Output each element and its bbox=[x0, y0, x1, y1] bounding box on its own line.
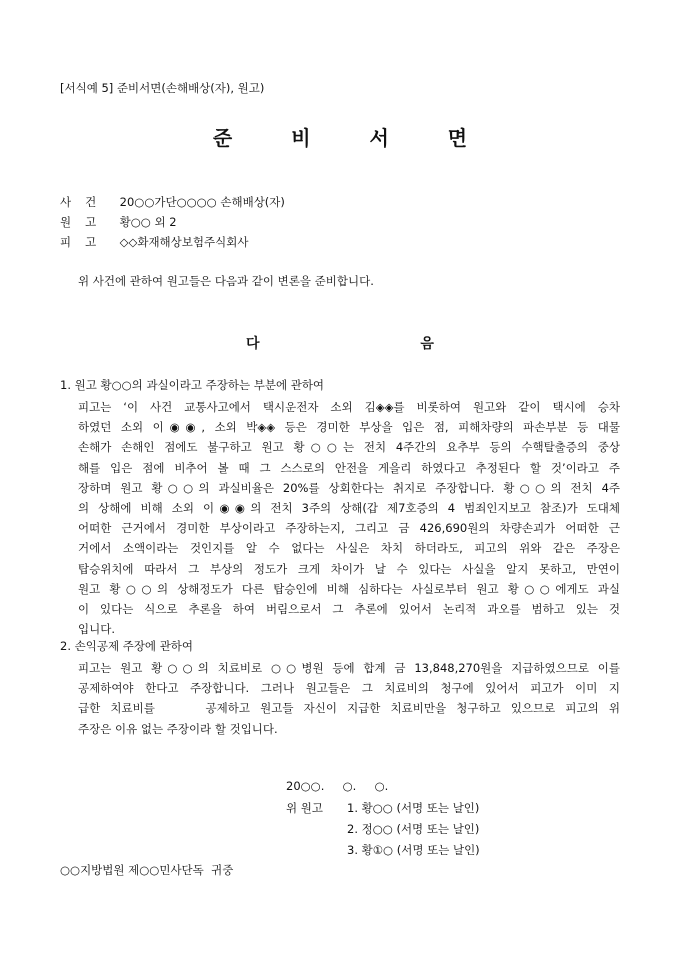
section-1-line: 하였던 소외 이◉◉, 소외 박◈◈ 등은 경미한 부상을 입은 점, 피해차량의 파손부분 등 대물 bbox=[78, 420, 620, 435]
section-2-line: 급한 치료비를 공제하고 원고들 자신이 지급한 치료비만을 청구하고 있으므로 피고의 위 bbox=[78, 701, 620, 716]
defendant-key: 피고 bbox=[60, 235, 111, 249]
court-addressee: ○○지방법원 제○○민사단독 귀중 bbox=[60, 863, 234, 877]
signature-heading: 위 원고 bbox=[286, 801, 323, 815]
signer-3: 3. 황①○ (서명 또는 날인) bbox=[347, 843, 480, 857]
section-1-heading: 1. 원고 황○○의 과실이라고 주장하는 부분에 관하여 bbox=[60, 378, 325, 392]
section-2-body bbox=[78, 658, 620, 739]
section-1-line: 어떠한 근거에서 경미한 부상이라고 주장하는지, 그리고 금 426,690원의 차량손괴가 어떠한 근 bbox=[78, 521, 620, 536]
case-row-case bbox=[60, 194, 285, 210]
plaintiff-value: 황○○ 외 2 bbox=[119, 215, 177, 229]
section-1-line: 해를 입은 점에 비추어 볼 때 그 스스로의 안전을 게을리 하였다고 추정된다 할 것’이라고 주 bbox=[78, 460, 620, 475]
section-1-line: 거에서 소액이라는 것인지를 알 수 없다는 사실은 차치 하더라도, 피고의 위와 같은 주장은 bbox=[78, 541, 620, 556]
heading-dagum: 다 음 bbox=[246, 336, 512, 352]
case-value: 20○○가단○○○○ 손해배상(자) bbox=[119, 195, 285, 209]
defendant-value: ◇◇화재해상보험주식회사 bbox=[119, 235, 249, 249]
section-2-heading: 2. 손익공제 주장에 관하여 bbox=[60, 639, 194, 653]
document-title: 준 비 서 면 bbox=[212, 126, 494, 150]
section-2-line: 주장은 이유 없는 주장이라 할 것입니다. bbox=[78, 721, 278, 736]
signer-2: 2. 정○○ (서명 또는 날인) bbox=[347, 822, 480, 836]
section-2-line: 피고는 원고 황○○의 치료비로 ○○병원 등에 합계 금 13,848,270원을 지급하였으므로 이를 bbox=[78, 661, 620, 675]
case-row-defendant bbox=[60, 234, 248, 250]
section-1-line: 의 상해에 비해 소외 이◉◉의 전치 3주의 상해(갑 제7호증의 4 범죄인지보고 참조)가 도대체 bbox=[78, 500, 620, 515]
intro-sentence: 위 사건에 관하여 원고들은 다음과 같이 변론을 준비합니다. bbox=[78, 274, 374, 288]
section-1-line: 장하며 원고 황○○의 과실비율은 20%를 상회한다는 취지로 주장합니다. 황○○의 전치 4주 bbox=[78, 480, 620, 495]
section-1-line: 피고는 ‘이 사건 교통사고에서 택시운전자 소외 김◈◈를 비롯하여 원고와 같이 택시에 승차 bbox=[78, 400, 620, 414]
section-1-body bbox=[78, 397, 620, 639]
section-1-line: 입니다. bbox=[78, 622, 115, 637]
section-1-line: 이 있다는 식으로 추론을 하여 버림으로서 그 추론에 있어서 논리적 과오를 범하고 있는 것 bbox=[78, 601, 620, 616]
section-1-line: 원고 황○○의 상해정도가 다른 탑승인에 비해 심하다는 사실로부터 원고 황○○에게도 과실 bbox=[78, 581, 620, 596]
case-row-plaintiff bbox=[60, 214, 177, 230]
section-2-line: 공제하여야 한다고 주장합니다. 그러나 원고들은 그 치료비의 청구에 있어서 피고가 이미 지 bbox=[78, 681, 620, 696]
section-1-line: 탑승위치에 따라서 그 부상의 정도가 크게 차이가 날 수 있다는 사실을 알지 못하고, 만연이 bbox=[78, 561, 620, 576]
case-key: 사건 bbox=[60, 195, 111, 209]
form-label: [서식예 5] 준비서면(손해배상(자), 원고) bbox=[60, 81, 265, 95]
plaintiff-key: 원고 bbox=[60, 215, 111, 229]
signer-1: 1. 황○○ (서명 또는 날인) bbox=[347, 801, 480, 815]
document-date: 20○○. ○. ○. bbox=[286, 779, 389, 793]
section-1-line: 손해가 손해인 점에도 불구하고 원고 황○○는 전치 4주간의 요추부 등의 수핵탈출증의 중상 bbox=[78, 440, 620, 455]
